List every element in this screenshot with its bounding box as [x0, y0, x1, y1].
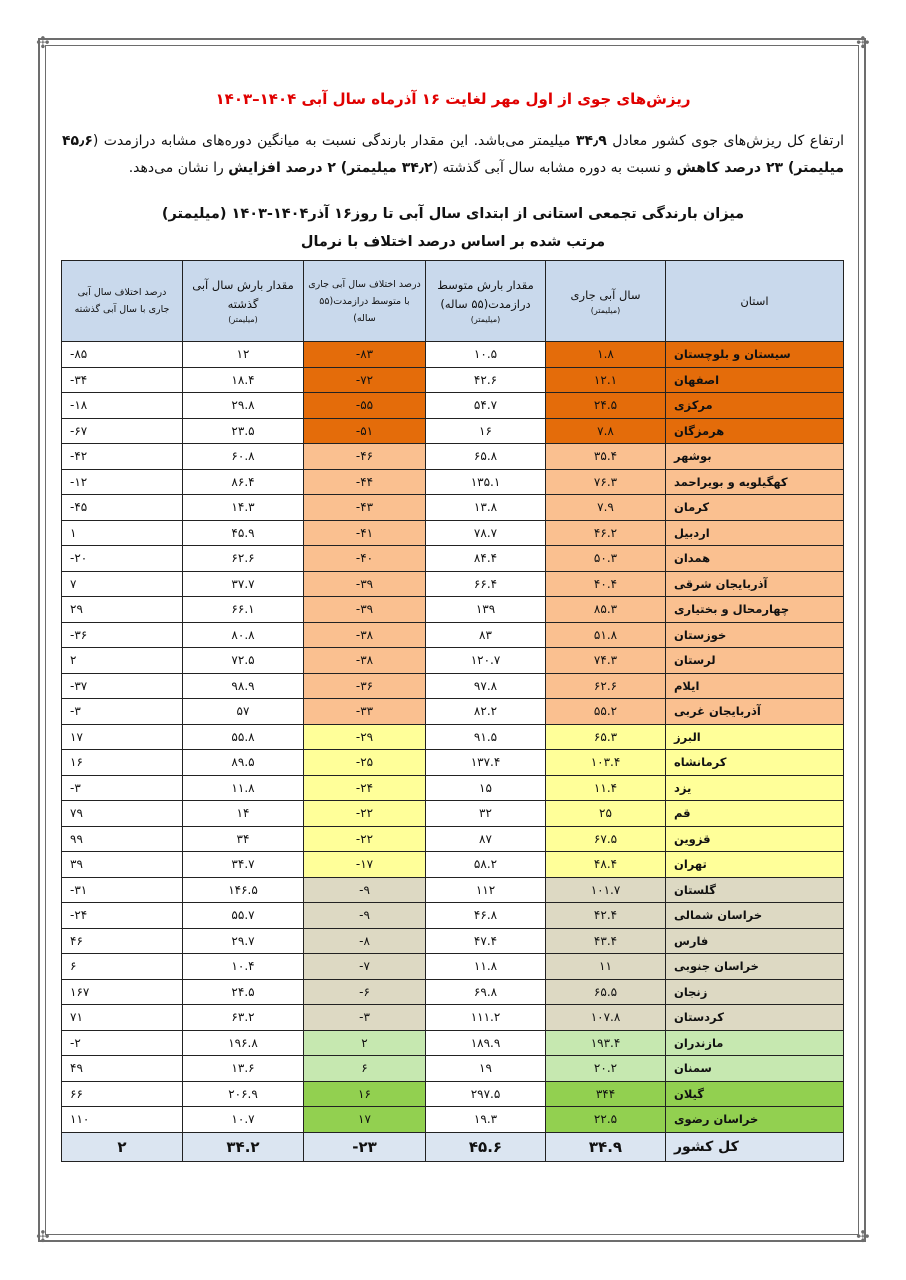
table-subtitle: مرتب شده بر اساس درصد اختلاف با نرمال	[300, 234, 606, 250]
cell-diff-lastyear: ۴۶	[62, 928, 183, 954]
cell-lastyear: ۳۷.۷	[183, 571, 304, 597]
cell-longterm: ۸۳	[426, 622, 546, 648]
cell-current: ۵۵.۲	[546, 699, 666, 725]
cell-longterm: ۱۳۷.۴	[426, 750, 546, 776]
cell-diff-lastyear: ۴۹	[62, 1056, 183, 1082]
cell-lastyear: ۵۵.۷	[183, 903, 304, 929]
cell-diff-longterm: ۸۳-	[304, 342, 426, 368]
table-title: میزان بارندگی تجمعی استانی از ابتدای سال آبی تا روز۱۶ آذر۱۴۰۴-۱۴۰۳ (میلیمتر)	[161, 206, 745, 222]
cell-diff-longterm: ۶	[304, 1056, 426, 1082]
table-row	[62, 546, 844, 572]
cell-longterm: ۱۹.۳	[426, 1107, 546, 1133]
cell-current: ۶۵.۵	[546, 979, 666, 1005]
cell-diff-lastyear: ۹۹	[62, 826, 183, 852]
cell-province: مرکزی	[666, 393, 844, 419]
cell-province: فارس	[666, 928, 844, 954]
cell-current: ۱۹۳.۴	[546, 1030, 666, 1056]
cell-lastyear: ۲۰۶.۹	[183, 1081, 304, 1107]
cell-longterm: ۱۱.۸	[426, 954, 546, 980]
cell-diff-longterm: ۲۲-	[304, 826, 426, 852]
cell-current: ۵۱.۸	[546, 622, 666, 648]
cell-diff-lastyear: ۱۱۰	[62, 1107, 183, 1133]
cell-diff-longterm: ۱۷-	[304, 852, 426, 878]
para-text: و نسبت به دوره مشابه سال آبی گذشته (	[432, 160, 677, 176]
cell-province: تهران	[666, 852, 844, 878]
cell-lastyear: ۱۲	[183, 342, 304, 368]
cell-longterm: ۱۲۰.۷	[426, 648, 546, 674]
table-row	[62, 775, 844, 801]
cell-longterm: ۱۶	[426, 418, 546, 444]
cell-lastyear: ۱۴	[183, 801, 304, 827]
cell-longterm: ۴۶.۸	[426, 903, 546, 929]
cell-current: ۷.۹	[546, 495, 666, 521]
cell-province: سیستان و بلوچستان	[666, 342, 844, 368]
cell-lastyear: ۳۴	[183, 826, 304, 852]
cell-diff-lastyear: ۷۹	[62, 801, 183, 827]
cell-current: ۳۵.۴	[546, 444, 666, 470]
total-lastyear: ۳۴.۲	[183, 1132, 304, 1161]
total-current: ۳۴.۹	[546, 1132, 666, 1161]
cell-longterm: ۱۳.۸	[426, 495, 546, 521]
cell-longterm: ۳۲	[426, 801, 546, 827]
cell-diff-lastyear: ۲-	[62, 1030, 183, 1056]
cell-current: ۱۲.۱	[546, 367, 666, 393]
cell-lastyear: ۵۷	[183, 699, 304, 725]
cell-diff-longterm: ۵۵-	[304, 393, 426, 419]
table-row	[62, 622, 844, 648]
cell-province: ایلام	[666, 673, 844, 699]
cell-longterm: ۹۱.۵	[426, 724, 546, 750]
cell-diff-longterm: ۱۷	[304, 1107, 426, 1133]
cell-diff-lastyear: ۱۷	[62, 724, 183, 750]
para-text: ارتفاع کل ریزش‌های جوی کشور معادل	[606, 133, 845, 149]
total-province: کل کشور	[666, 1132, 844, 1161]
cell-diff-longterm: ۵۱-	[304, 418, 426, 444]
cell-lastyear: ۲۹.۷	[183, 928, 304, 954]
cell-diff-longterm: ۲۹-	[304, 724, 426, 750]
corner-ornament-icon: ✣	[856, 33, 870, 52]
header-current: سال آبی جاری (میلیمتر)	[546, 261, 666, 342]
cell-lastyear: ۱۰.۴	[183, 954, 304, 980]
cell-longterm: ۷۸.۷	[426, 520, 546, 546]
table-row	[62, 673, 844, 699]
table-row	[62, 903, 844, 929]
cell-diff-longterm: ۶-	[304, 979, 426, 1005]
para-total-value: ۳۴٫۹	[575, 133, 607, 149]
cell-lastyear: ۵۵.۸	[183, 724, 304, 750]
cell-diff-lastyear: ۳۹	[62, 852, 183, 878]
table-row	[62, 1081, 844, 1107]
header-diff-longterm: درصد اختلاف سال آبی جاری با متوسط درازمدت(۵۵ ساله)	[304, 261, 426, 342]
cell-diff-longterm: ۴۱-	[304, 520, 426, 546]
cell-province: اصفهان	[666, 367, 844, 393]
table-row	[62, 877, 844, 903]
cell-diff-lastyear: ۳-	[62, 775, 183, 801]
cell-province: خراسان شمالی	[666, 903, 844, 929]
cell-diff-lastyear: ۴۵-	[62, 495, 183, 521]
cell-province: مازندران	[666, 1030, 844, 1056]
cell-longterm: ۲۹۷.۵	[426, 1081, 546, 1107]
cell-lastyear: ۱۱.۸	[183, 775, 304, 801]
cell-longterm: ۱۵	[426, 775, 546, 801]
cell-diff-lastyear: ۳-	[62, 699, 183, 725]
cell-province: سمنان	[666, 1056, 844, 1082]
cell-longterm: ۱۳۹	[426, 597, 546, 623]
para-increase: ۳۴٫۲ میلیمتر) ۲ درصد افزایش	[228, 160, 433, 176]
cell-province: گلستان	[666, 877, 844, 903]
cell-province: اردبیل	[666, 520, 844, 546]
cell-current: ۴۶.۲	[546, 520, 666, 546]
corner-ornament-icon: ✣	[856, 1227, 870, 1246]
table-row	[62, 1056, 844, 1082]
cell-diff-longterm: ۳-	[304, 1005, 426, 1031]
cell-current: ۱۱.۴	[546, 775, 666, 801]
table-row	[62, 1107, 844, 1133]
cell-province: لرستان	[666, 648, 844, 674]
table-row	[62, 954, 844, 980]
header-lastyear: مقدار بارش سال آبی گذشته (میلیمتر)	[183, 261, 304, 342]
cell-diff-longterm: ۴۳-	[304, 495, 426, 521]
cell-current: ۷۶.۳	[546, 469, 666, 495]
cell-province: آذربایجان شرقی	[666, 571, 844, 597]
cell-diff-lastyear: ۲۹	[62, 597, 183, 623]
cell-longterm: ۴۷.۴	[426, 928, 546, 954]
rainfall-table	[61, 260, 844, 1162]
cell-diff-longterm: ۹-	[304, 877, 426, 903]
cell-diff-lastyear: ۱۲-	[62, 469, 183, 495]
para-text: (	[92, 133, 99, 149]
cell-lastyear: ۱۹۶.۸	[183, 1030, 304, 1056]
cell-current: ۱۰۳.۴	[546, 750, 666, 776]
cell-longterm: ۹۷.۸	[426, 673, 546, 699]
cell-current: ۶۷.۵	[546, 826, 666, 852]
cell-lastyear: ۶۲.۶	[183, 546, 304, 572]
cell-diff-lastyear: ۳۱-	[62, 877, 183, 903]
para-text: میلیمتر می‌باشد. این مقدار بارندگی نسبت به میانگین دوره‌های مشابه درازمدت	[103, 133, 576, 149]
cell-longterm: ۱۱۲	[426, 877, 546, 903]
table-header-row	[62, 261, 844, 342]
cell-lastyear: ۲۹.۸	[183, 393, 304, 419]
table-row	[62, 801, 844, 827]
cell-diff-longterm: ۱۶	[304, 1081, 426, 1107]
cell-longterm: ۶۶.۴	[426, 571, 546, 597]
cell-diff-lastyear: ۲۰-	[62, 546, 183, 572]
cell-diff-longterm: ۳۸-	[304, 622, 426, 648]
table-row	[62, 469, 844, 495]
cell-diff-lastyear: ۷۱	[62, 1005, 183, 1031]
cell-lastyear: ۷۲.۵	[183, 648, 304, 674]
cell-current: ۱۱	[546, 954, 666, 980]
cell-province: خراسان رضوی	[666, 1107, 844, 1133]
cell-current: ۱۰۱.۷	[546, 877, 666, 903]
cell-province: البرز	[666, 724, 844, 750]
cell-longterm: ۱۱۱.۲	[426, 1005, 546, 1031]
cell-diff-lastyear: ۳۶-	[62, 622, 183, 648]
cell-longterm: ۸۷	[426, 826, 546, 852]
cell-diff-lastyear: ۶۶	[62, 1081, 183, 1107]
cell-province: قم	[666, 801, 844, 827]
cell-province: بوشهر	[666, 444, 844, 470]
cell-diff-longterm: ۳۶-	[304, 673, 426, 699]
cell-lastyear: ۹۸.۹	[183, 673, 304, 699]
cell-diff-longterm: ۴۶-	[304, 444, 426, 470]
cell-diff-longterm: ۲۲-	[304, 801, 426, 827]
cell-lastyear: ۱۰.۷	[183, 1107, 304, 1133]
cell-province: هرمزگان	[666, 418, 844, 444]
cell-lastyear: ۱۴.۳	[183, 495, 304, 521]
table-row	[62, 393, 844, 419]
cell-diff-lastyear: ۶	[62, 954, 183, 980]
total-row	[62, 1132, 844, 1161]
cell-province: خراسان جنوبی	[666, 954, 844, 980]
cell-lastyear: ۲۳.۵	[183, 418, 304, 444]
cell-province: یزد	[666, 775, 844, 801]
table-row	[62, 750, 844, 776]
cell-diff-lastyear: ۴۲-	[62, 444, 183, 470]
table-row	[62, 367, 844, 393]
cell-current: ۶۲.۶	[546, 673, 666, 699]
table-row	[62, 979, 844, 1005]
cell-province: گیلان	[666, 1081, 844, 1107]
cell-diff-lastyear: ۳۷-	[62, 673, 183, 699]
cell-diff-lastyear: ۲	[62, 648, 183, 674]
cell-longterm: ۵۸.۲	[426, 852, 546, 878]
table-row	[62, 571, 844, 597]
cell-longterm: ۴۲.۶	[426, 367, 546, 393]
corner-ornament-icon: ✣	[36, 1227, 50, 1246]
cell-current: ۴۰.۴	[546, 571, 666, 597]
cell-diff-longterm: ۲	[304, 1030, 426, 1056]
cell-lastyear: ۶۳.۲	[183, 1005, 304, 1031]
cell-province: کردستان	[666, 1005, 844, 1031]
header-province: استان	[666, 261, 844, 342]
table-row	[62, 928, 844, 954]
cell-diff-longterm: ۲۴-	[304, 775, 426, 801]
cell-current: ۱.۸	[546, 342, 666, 368]
cell-longterm: ۱۹	[426, 1056, 546, 1082]
cell-current: ۸۵.۳	[546, 597, 666, 623]
cell-lastyear: ۸۰.۸	[183, 622, 304, 648]
cell-current: ۲۰.۲	[546, 1056, 666, 1082]
cell-lastyear: ۱۸.۴	[183, 367, 304, 393]
cell-longterm: ۸۲.۲	[426, 699, 546, 725]
total-diff-lastyear: ۲	[62, 1132, 183, 1161]
cell-diff-longterm: ۳۸-	[304, 648, 426, 674]
cell-diff-longterm: ۴۴-	[304, 469, 426, 495]
cell-diff-longterm: ۳۹-	[304, 571, 426, 597]
table-row	[62, 444, 844, 470]
cell-diff-lastyear: ۱۸-	[62, 393, 183, 419]
cell-longterm: ۵۴.۷	[426, 393, 546, 419]
cell-lastyear: ۸۶.۴	[183, 469, 304, 495]
cell-current: ۵۰.۳	[546, 546, 666, 572]
cell-diff-lastyear: ۱۶	[62, 750, 183, 776]
header-longterm: مقدار بارش متوسط درازمدت(۵۵ ساله) (میلیمتر)	[426, 261, 546, 342]
table-row	[62, 826, 844, 852]
cell-diff-longterm: ۲۵-	[304, 750, 426, 776]
cell-diff-longterm: ۳۳-	[304, 699, 426, 725]
cell-current: ۴۲.۴	[546, 903, 666, 929]
table-row	[62, 520, 844, 546]
cell-diff-longterm: ۴۰-	[304, 546, 426, 572]
table-row	[62, 342, 844, 368]
cell-lastyear: ۲۴.۵	[183, 979, 304, 1005]
table-row	[62, 1030, 844, 1056]
cell-province: کرمان	[666, 495, 844, 521]
cell-longterm: ۱۸۹.۹	[426, 1030, 546, 1056]
cell-current: ۲۵	[546, 801, 666, 827]
table-row	[62, 852, 844, 878]
total-longterm: ۴۵.۶	[426, 1132, 546, 1161]
cell-province: کهگیلویه و بویراحمد	[666, 469, 844, 495]
cell-diff-longterm: ۹-	[304, 903, 426, 929]
cell-lastyear: ۱۳.۶	[183, 1056, 304, 1082]
cell-current: ۱۰۷.۸	[546, 1005, 666, 1031]
cell-longterm: ۶۹.۸	[426, 979, 546, 1005]
cell-lastyear: ۱۴۶.۵	[183, 877, 304, 903]
table-row	[62, 418, 844, 444]
table-row	[62, 1005, 844, 1031]
para-text: را نشان می‌دهد.	[128, 160, 229, 176]
table-row	[62, 648, 844, 674]
table-row	[62, 699, 844, 725]
document-page	[62, 90, 844, 1162]
para-decrease: ۴۵٫۶ میلیمتر) ۲۳ درصد کاهش	[62, 133, 844, 176]
cell-province: همدان	[666, 546, 844, 572]
cell-diff-lastyear: ۱۶۷	[62, 979, 183, 1005]
cell-lastyear: ۸۹.۵	[183, 750, 304, 776]
cell-diff-longterm: ۸-	[304, 928, 426, 954]
cell-current: ۴۸.۴	[546, 852, 666, 878]
cell-diff-longterm: ۷۲-	[304, 367, 426, 393]
cell-diff-lastyear: ۷	[62, 571, 183, 597]
cell-province: قزوین	[666, 826, 844, 852]
total-diff-longterm: ۲۳-	[304, 1132, 426, 1161]
table-row	[62, 597, 844, 623]
corner-ornament-icon: ✣	[36, 33, 50, 52]
summary-paragraph	[62, 128, 844, 182]
cell-current: ۷۴.۳	[546, 648, 666, 674]
cell-diff-longterm: ۷-	[304, 954, 426, 980]
cell-diff-longterm: ۳۹-	[304, 597, 426, 623]
header-diff-lastyear: درصد اختلاف سال آبی جاری با سال آبی گذشته	[62, 261, 183, 342]
cell-longterm: ۸۴.۴	[426, 546, 546, 572]
cell-province: چهارمحال و بختیاری	[666, 597, 844, 623]
cell-province: زنجان	[666, 979, 844, 1005]
cell-diff-lastyear: ۲۴-	[62, 903, 183, 929]
cell-longterm: ۶۵.۸	[426, 444, 546, 470]
cell-current: ۳۴۴	[546, 1081, 666, 1107]
cell-longterm: ۱۳۵.۱	[426, 469, 546, 495]
cell-lastyear: ۳۴.۷	[183, 852, 304, 878]
cell-longterm: ۱۰.۵	[426, 342, 546, 368]
document-title: ریزش‌های جوی از اول مهر لغایت ۱۶ آذرماه سال آبی ۱۴۰۴–۱۴۰۳	[215, 90, 691, 108]
cell-province: خوزستان	[666, 622, 844, 648]
cell-current: ۲۲.۵	[546, 1107, 666, 1133]
cell-current: ۴۳.۴	[546, 928, 666, 954]
cell-diff-lastyear: ۳۴-	[62, 367, 183, 393]
cell-province: آذربایجان غربی	[666, 699, 844, 725]
cell-diff-lastyear: ۱	[62, 520, 183, 546]
table-row	[62, 495, 844, 521]
cell-lastyear: ۶۰.۸	[183, 444, 304, 470]
cell-lastyear: ۶۶.۱	[183, 597, 304, 623]
cell-diff-lastyear: ۸۵-	[62, 342, 183, 368]
cell-current: ۷.۸	[546, 418, 666, 444]
cell-diff-lastyear: ۶۷-	[62, 418, 183, 444]
cell-lastyear: ۴۵.۹	[183, 520, 304, 546]
cell-current: ۲۴.۵	[546, 393, 666, 419]
cell-province: کرمانشاه	[666, 750, 844, 776]
table-row	[62, 724, 844, 750]
cell-current: ۶۵.۳	[546, 724, 666, 750]
